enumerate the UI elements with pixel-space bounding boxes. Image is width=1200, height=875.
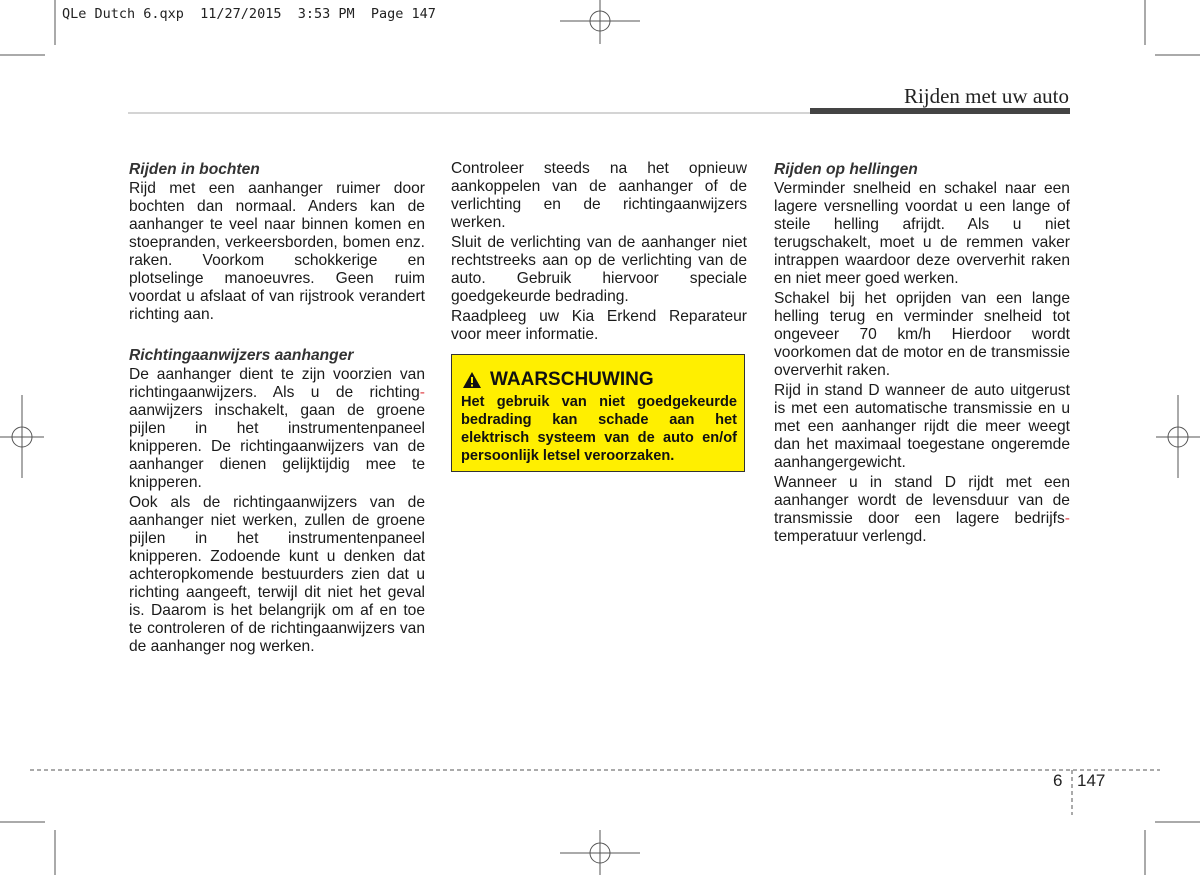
print-slug: QLe Dutch 6.qxp 11/27/2015 3:53 PM Page 147 [62, 6, 436, 22]
column-right [774, 160, 1070, 548]
chapter-number: 6 [1053, 771, 1063, 790]
section-heading: Rijden in bochten [129, 161, 260, 178]
column-left [129, 160, 425, 658]
paragraph: De aanhanger dient te zijn voorzien van richtingaanwijzers. Als u de richting- aanwijzers inschakelt, gaan de groene pijlen in het instrumentenpaneel knipperen. De richtingaanwijzers van de aanhanger dienen gelijktijdig mee te knipperen. [129, 366, 425, 491]
paragraph: Sluit de verlichting van de aanhanger niet rechtstreeks aan op de verlichting van de auto. Gebruik hiervoor speciale goedgekeurde bedrading. [451, 234, 747, 305]
paragraph: Verminder snelheid en schakel naar een lagere versnelling voordat u een lange of steile helling afrijdt. Als u niet terugschakelt, moet u de remmen vaker intrappen waardoor deze oververhit raken en niet meer goed werken. [774, 180, 1070, 287]
paragraph: Controleer steeds na het opnieuw aankoppelen van de aanhanger of de verlichting en de richtingaanwijzers werken. [451, 160, 747, 231]
section-heading: Rijden op hellingen [774, 161, 918, 178]
paragraph: Schakel bij het oprijden van een lange helling terug en verminder snelheid tot ongeveer 70 km/h Hierdoor wordt voorkomen dat de motor en de transmissie oververhit raken. [774, 290, 1070, 379]
chapter-header-title: Rijden met uw auto [903, 84, 1069, 108]
warning-text: Het gebruik van niet goedgekeurde bedrading kan schade aan het elektrisch systeem van de auto en/of persoonlijk letsel veroorzaken. [461, 394, 737, 464]
paragraph: Raadpleeg uw Kia Erkend Reparateur voor meer informatie. [451, 308, 747, 343]
warning-triangle-icon [462, 371, 482, 389]
warning-title-text: WAARSCHUWING [490, 369, 654, 390]
section-heading: Richtingaanwijzers aanhanger [129, 347, 354, 364]
paragraph: Wanneer u in stand D rijdt met een aanhanger wordt de levensduur van de transmissie door een lagere bedrijfs- temperatuur verlengd. [774, 474, 1070, 545]
warning-title [462, 369, 654, 391]
paragraph: Ook als de richtingaanwijzers van de aanhanger niet werken, zullen de groene pijlen in het instrumentenpaneel knipperen. Zodoende kunt u denken dat achteropkomende bestuurders zien dat u richting aangeeft, terwijl dit niet het geval is. Daarom is het belangrijk om af en toe te controleren of de richtingaanwijzers van de aanhanger nog werken. [129, 494, 425, 655]
warning-box [451, 354, 745, 472]
page-number: 147 [1077, 771, 1106, 790]
paragraph: Rijd met een aanhanger ruimer door bochten dan normaal. Anders kan de aanhanger te veel naar binnen komen en stoepranden, verkeersborden, bomen enz. raken. Voorkom schokkerige en plotselinge manoeuvres. Geen ruim voordat u afslaat of van rijstrook verandert richting aan. [129, 180, 425, 323]
paragraph: Rijd in stand D wanneer de auto uitgerust is met een automatische transmissie en u met een aanhanger rijdt die meer weegt dan het maximaal toegestane ongeremde aanhangergewicht. [774, 382, 1070, 471]
column-middle [451, 160, 747, 346]
